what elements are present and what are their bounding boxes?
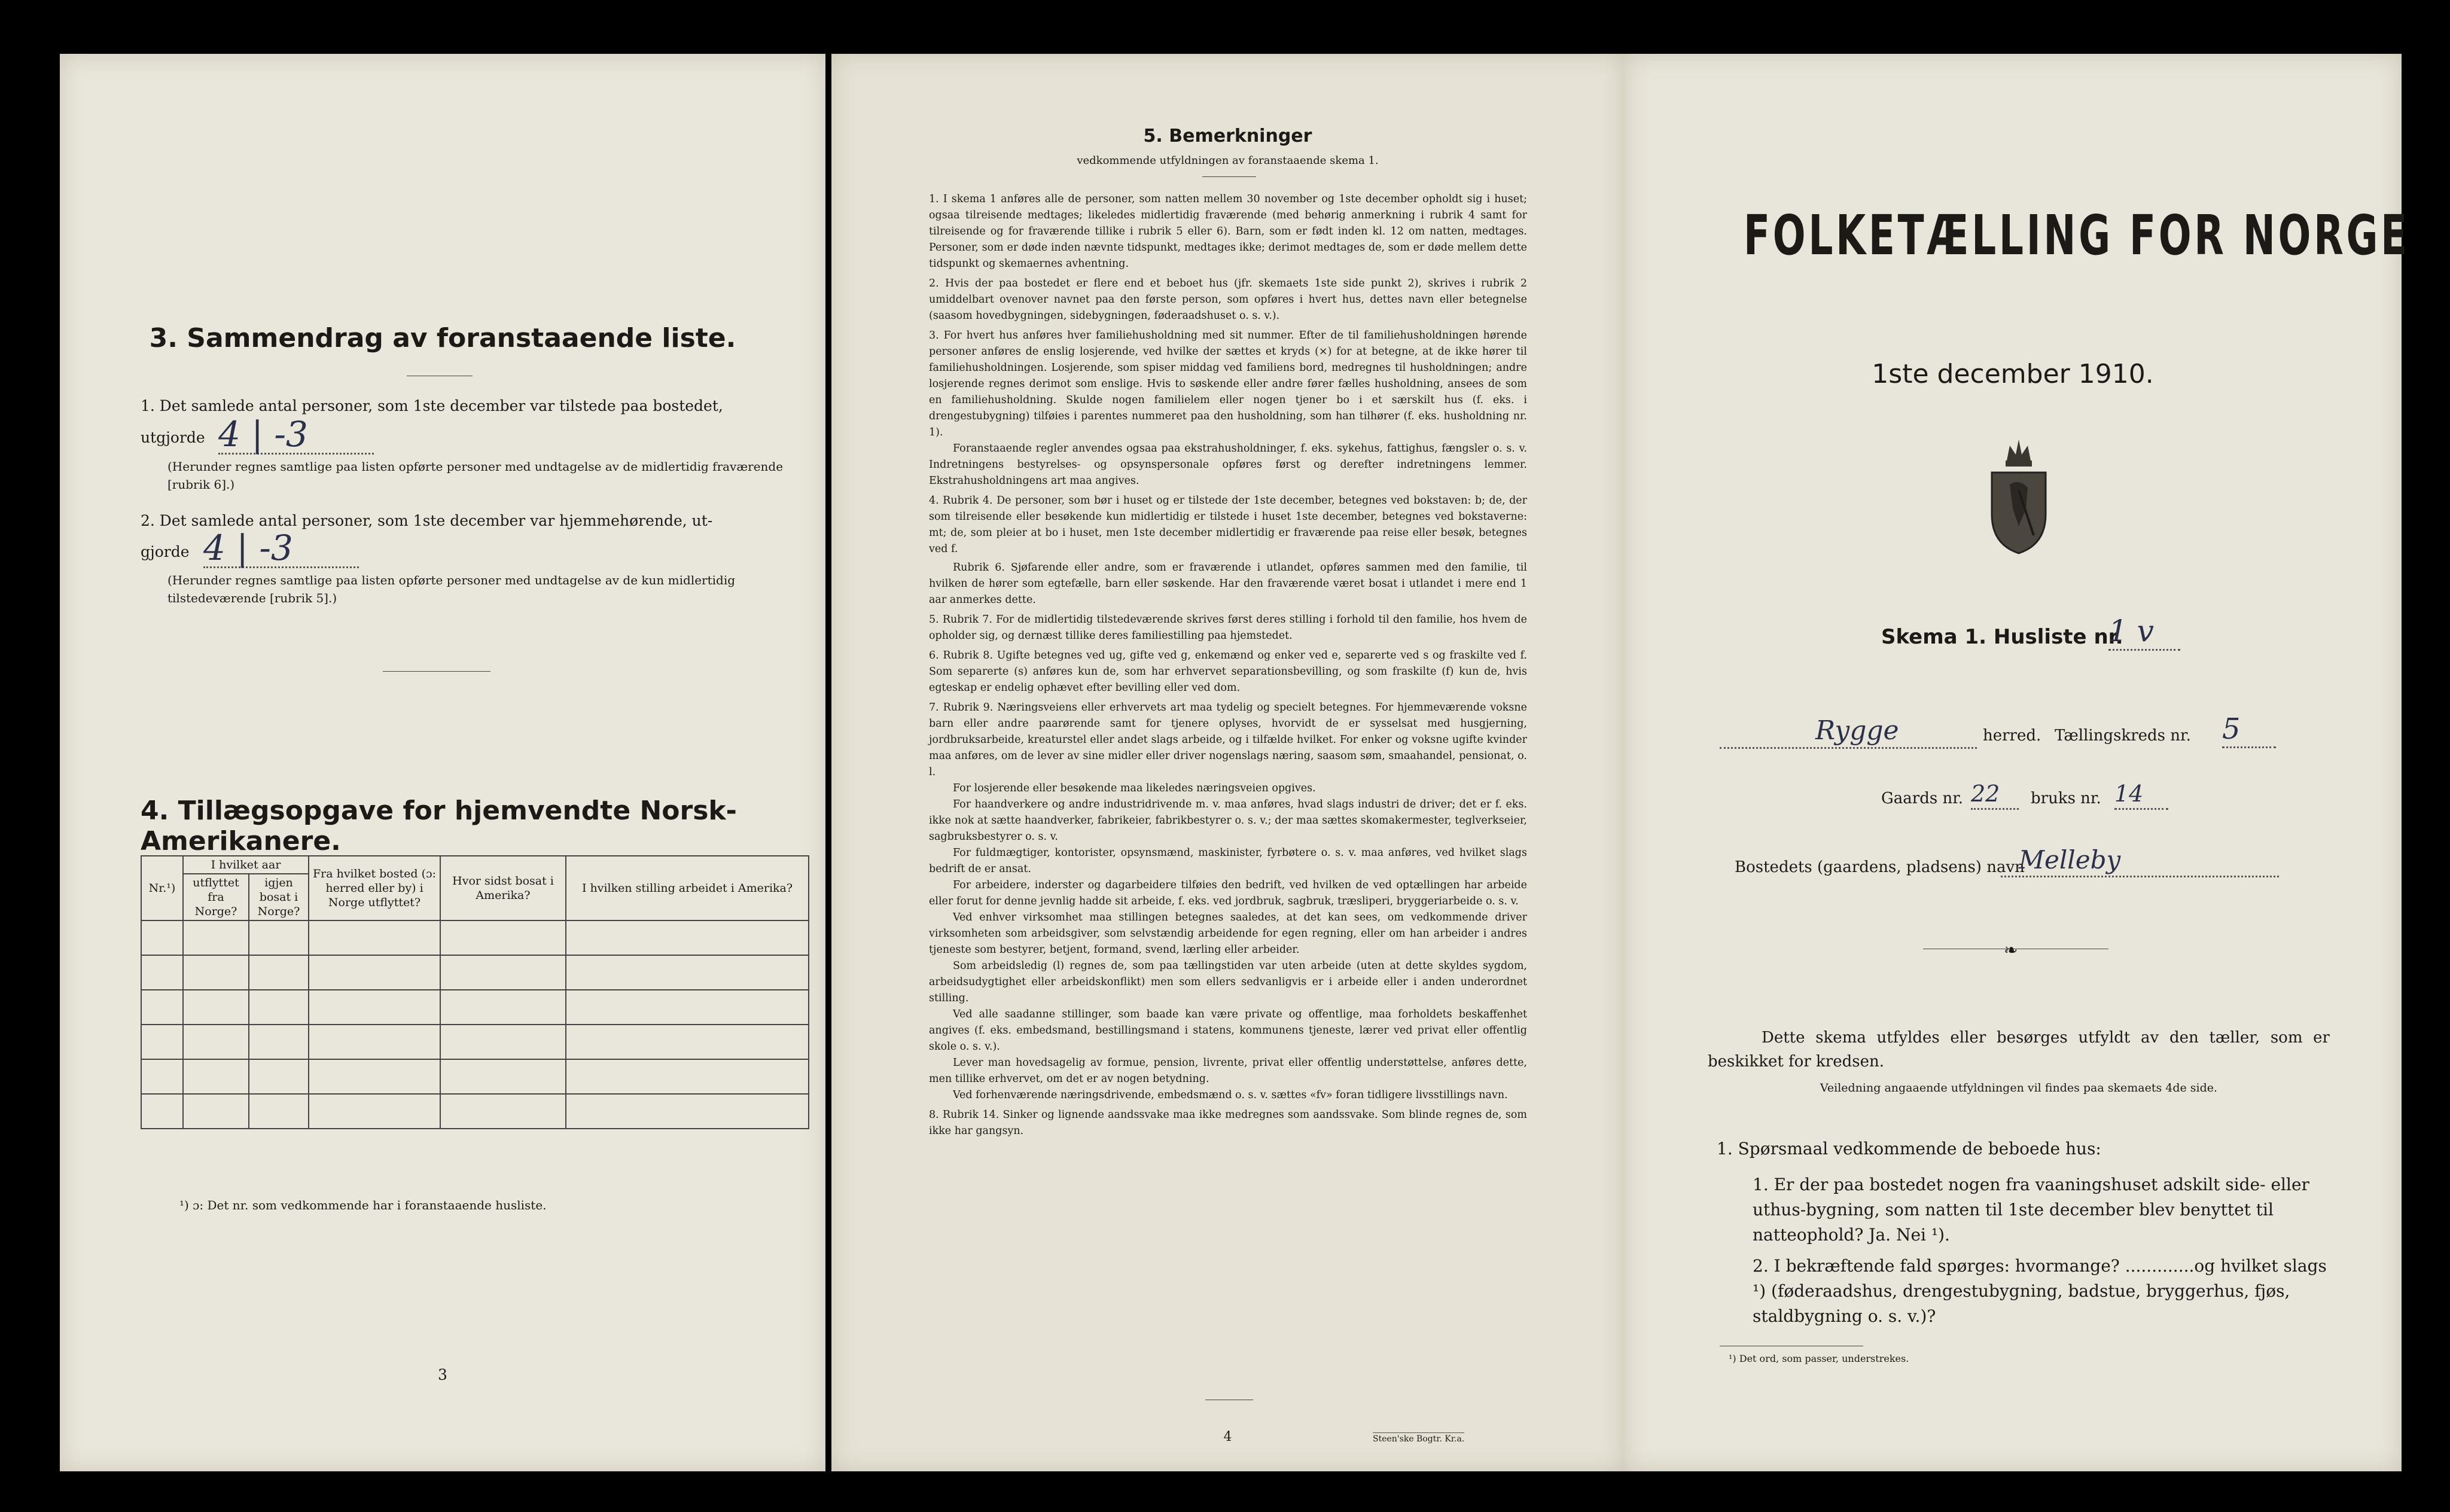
bruks-value: 14: [2114, 779, 2168, 810]
section4-title: 4. Tillægsopgave for hjemvendte Norsk-Amerikanere.: [141, 795, 737, 856]
divider: [1202, 176, 1256, 177]
item2-text: 2. Det samlede antal personer, som 1ste december var hjemmehørende, ut-: [141, 512, 713, 529]
footnote: ¹) Det ord, som passer, understrekes.: [1729, 1353, 1909, 1364]
col-igjen: igjen bosat i Norge?: [249, 874, 309, 920]
remark-paragraph: For arbeidere, inderster og dagarbeidere tilføies den bedrift, ved hvilken de ved optællingen har arbeide eller forut for denne jevnlig hadde sit arbeide, f. eks. ved jordbruk, sagbruk, træsliperi, bryggeriarbeide o. s. v.: [929, 879, 1527, 907]
schema-label: Skema 1. Husliste nr.: [1881, 625, 2123, 649]
bosted-label: Bostedets (gaardens, pladsens) navn: [1735, 858, 2025, 876]
item1-text: 1. Det samlede antal personer, som 1ste december var tilstede paa bostedet,: [141, 397, 723, 414]
herred-value: Rygge: [1720, 715, 1977, 749]
questions-title: 1. Spørsmaal vedkommende de beboede hus:: [1717, 1139, 2101, 1159]
husliste-value: 1 v: [2108, 613, 2180, 651]
remark-paragraph: Foranstaaende regler anvendes ogsaa paa ekstrahusholdninger, f. eks. sykehus, fattighus, fængsler o. s. v. Indretningens bestyrelses- og opsynspersonale opføres først og derefter indretningens lemmer. Ekstrahusholdningens art maa angives.: [929, 443, 1527, 487]
remark-paragraph: 2. Hvis der paa bostedet er flere end et beboet hus (jfr. skemaets 1ste side punkt 2), skrives i rubrik 2 umiddelbart ovenover navnet paa den første person, som opføres i hvert hus, dettes navn eller betegnelse (saasom hovedbygningen, sidebygningen, føderaadshuset o. s. v.).: [929, 278, 1527, 322]
remark-paragraph: Som arbeidsledig (l) regnes de, som paa tællingstiden var uten arbeide (uten at dette skyldes sygdom, arbeidsudygtighet eller arbeidskonflikt) men som ellers sedvanligvis er i arbeide eller i anden underordnet stilling.: [929, 960, 1527, 1004]
bosted-value: Melleby: [2001, 845, 2279, 877]
printer-mark: Steen'ske Bogtr. Kr.a.: [1373, 1432, 1464, 1444]
census-title: FOLKETÆLLING FOR NORGE: [1744, 203, 2410, 267]
remark-paragraph: 5. Rubrik 7. For de midlertidig tilstedeværende skrives først deres stilling i forhold til den familie, hos hvem de opholder sig, og dernæst tillike deres familiestilling paa hjemstedet.: [929, 614, 1527, 642]
census-date: 1ste december 1910.: [1872, 359, 2154, 389]
remark-paragraph: For losjerende eller besøkende maa likeledes næringsveien opgives.: [953, 782, 1316, 794]
table-row: [141, 920, 809, 955]
remark-paragraph: 1. I skema 1 anføres alle de personer, som natten mellem 30 november og 1ste december opholdt sig i huset; ogsaa tilreisende medtages; likeledes midlertidig fraværende (med behørig anmerkning i rubrik 4 samt for tilreisende og for fraværende tillike i rubrik 5 eller 6). Barn, som er født inden kl. 12 om natten, medtages. Personer, som er døde inden nævnte tidspunkt, medtages ikke; derimot medtages de, som er døde mellem dette tidspunkt og skemaernes avhentning.: [929, 193, 1527, 270]
col-fra-hvilket: Fra hvilket bosted (ɔ: herred eller by) i Norge utflyttet?: [309, 856, 440, 920]
herred-label: herred.: [1983, 727, 2041, 745]
norsk-amerikanere-table: [141, 855, 809, 1129]
ornament-icon: ❧: [2004, 940, 2018, 960]
veiledning-text: Veiledning angaaende utfyldningen vil findes paa skemaets 4de side.: [1820, 1081, 2218, 1095]
col-nr: Nr.¹): [141, 856, 183, 920]
remarks-subtitle: vedkommende utfyldningen av foranstaaende skema 1.: [1077, 154, 1379, 167]
kreds-value: 5: [2222, 712, 2276, 748]
remarks-body: [929, 191, 1527, 1139]
remark-paragraph: Rubrik 6. Sjøfarende eller andre, som er fraværende i utlandet, opføres sammen med den familie, til hvilken de hører som egtefælle, barn eller søskende. Har den fraværende været bosat i utlandet i mere end 1 aar anmerkes dette.: [929, 562, 1527, 606]
remark-paragraph: 8. Rubrik 14. Sinker og lignende aandssvake maa ikke medregnes som aandssvake. Som blinde regnes de, som ikke har gangsyn.: [929, 1109, 1527, 1137]
page-middle: [831, 54, 1624, 1471]
col-hvor-sidst: Hvor sidst bosat i Amerika?: [440, 856, 566, 920]
remark-paragraph: 3. For hvert hus anføres hver familiehusholdning med sit nummer. Efter de til familiehusholdningen hørende personer anføres de enslig losjerende, ved hvilke der sættes et kryds (×) for at betegne, at de ikke hører til familiehusholdningen. Losjerende, som spiser middag ved familiens bord, medregnes til husholdningen; andre losjerende regnes derimot som enslige. Hvis to søskende eller andre fører fælles husholdning, ansees de som en familiehusholdning. Skulde nogen familielem eller nogen tjener bo i et særskilt hus (f. eks. i drengestubygning) tilføies i parentes nummeret paa den husholdning, som han tilhører (f. eks. husholdning nr. 1).: [929, 330, 1527, 438]
table-row: [141, 990, 809, 1025]
remark-paragraph: 4. Rubrik 4. De personer, som bør i huset og er tilstede der 1ste december, betegnes ved bokstaven: b; de, der som tilreisende eller besøkende kun midlertidig er tilstede i huset 1ste december, betegnes ved bokstaverne: mt; de, som pleier at bo i huset, men 1ste december midlertidig er fraværende paa reise eller besøk, betegnes ved f.: [929, 495, 1527, 555]
remark-paragraph: Ved enhver virksomhet maa stillingen betegnes saaledes, at det kan sees, om vedkommende driver virksomheten som arbeidsgiver, som selvstændig arbeidende for egen regning, eller om han arbeider i andres tjeneste som bestyrer, betjent, formand, svend, lærling eller arbeider.: [929, 912, 1527, 956]
section3-title: 3. Sammendrag av foranstaaende liste.: [149, 323, 736, 353]
item1-value: 4 | -3: [218, 416, 374, 455]
gaards-label: Gaards nr.: [1881, 789, 1964, 807]
item2-prefix: gjorde: [141, 543, 190, 560]
table-row: [141, 1059, 809, 1094]
table-footnote: ¹) ɔ: Det nr. som vedkommende har i foranstaaende husliste.: [179, 1198, 547, 1212]
item2-note: (Herunder regnes samtlige paa listen opførte personer med undtagelse av de kun midlertidig tilstedeværende [rubrik 5].): [167, 573, 736, 605]
coat-of-arms-icon: [1983, 437, 2055, 556]
table-row: [141, 1025, 809, 1059]
gaards-value: 22: [1971, 779, 2019, 810]
remark-paragraph: Lever man hovedsagelig av formue, pension, livrente, privat eller offentlig understøttelse, anføres dette, men tillike erhvervet, om det er av nogen betydning.: [929, 1057, 1527, 1085]
item1-prefix: utgjorde: [141, 429, 205, 446]
question-1: 1. Er der paa bostedet nogen fra vaaningshuset adskilt side- eller uthus-bygning, som natten til 1ste december blev benyttet til natteophold? Ja. Nei ¹).: [1753, 1175, 2309, 1245]
table-row: [141, 1094, 809, 1129]
remark-paragraph: For haandverkere og andre industridrivende m. v. maa anføres, hvad slags industri de driver; det er f. eks. ikke nok at sætte haandverker, fabrikeier, fabrikbestyrer o. s. v.; der maa sættes skomakermester, teglverkseier, sagbruksbestyrer o. s. v.: [929, 798, 1527, 843]
item2-value: 4 | -3: [203, 529, 359, 568]
col-utflyttet: utflyttet fra Norge?: [183, 874, 249, 920]
remark-paragraph: For fuldmægtiger, kontorister, opsynsmænd, maskinister, fyrbøtere o. s. v. maa anføres, ved hvilket slags bedrift de er ansat.: [929, 847, 1527, 875]
page-number: 4: [1223, 1429, 1232, 1444]
remark-paragraph: Ved forhenværende næringsdrivende, embedsmænd o. s. v. sættes «fv» foran tidligere livsstillings navn.: [953, 1089, 1508, 1101]
page-right: [1624, 54, 2410, 1471]
remark-paragraph: 7. Rubrik 9. Næringsveiens eller erhvervets art maa tydelig og specielt betegnes. For hjemmeværende voksne barn eller andre paarørende samt for tjenere oplyses, hvorvidt de er sysselsat med husgjerning, jordbruksarbeide, kreaturstel eller andet slags arbeide, og i tilfælde hvilket. For enker og voksne ugifte kvinder maa anføres, om de lever av sine midler eller driver nogenslags næring, saasom søm, smaahandel, pensionat, o. l.: [929, 702, 1527, 778]
remarks-title: 5. Bemerkninger: [1143, 126, 1312, 147]
page-number: 3: [438, 1366, 447, 1383]
divider: [383, 671, 490, 672]
remark-paragraph: 6. Rubrik 8. Ugifte betegnes ved ug, gifte ved g, enkemænd og enker ved e, separerte ved s og fraskilte ved f. Som separerte (s) anføres kun de, som har erhvervet separationsbevilling, og som fraskilte (f) kun de, hvis egteskap er endelig ophævet efter bevilling eller ved dom.: [929, 650, 1527, 694]
instruction-text: Dette skema utfyldes eller besørges utfyldt av den tæller, som er beskikket for kredsen.: [1708, 1029, 2330, 1071]
bruks-label: bruks nr.: [2031, 789, 2101, 807]
remark-paragraph: Ved alle saadanne stillinger, som baade kan være private og offentlige, maa forholdets beskaffenhet angives (f. eks. embedsmand, bestillingsmand i statens, kommunens tjeneste, lærer ved privat eller offentlig skole o. s. v.).: [929, 1008, 1527, 1053]
page-left: [60, 54, 825, 1471]
question-2: 2. I bekræftende fald spørges: hvormange? .............og hvilket slags ¹) (føderaadshus, drengestubygning, badstue, bryggerhus, fjøs, staldbygning o. s. v.)?: [1753, 1256, 2327, 1326]
table-row: [141, 955, 809, 990]
item1-note: (Herunder regnes samtlige paa listen opførte personer med undtagelse av de midlertidig fraværende [rubrik 6].): [167, 459, 784, 492]
kreds-label: Tællingskreds nr.: [2055, 727, 2191, 745]
col-stilling: I hvilken stilling arbeidet i Amerika?: [566, 856, 809, 920]
col-aar-group: I hvilket aar: [183, 856, 309, 874]
